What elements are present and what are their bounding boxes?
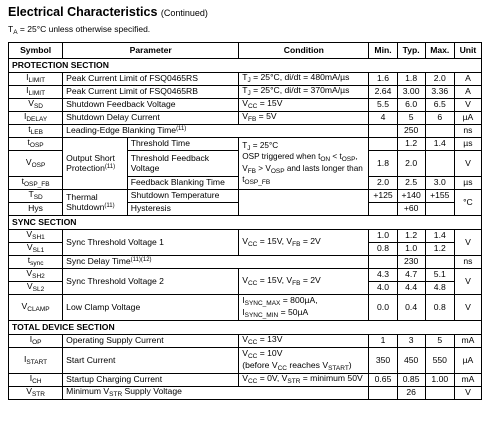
cell-unit: µA bbox=[454, 348, 481, 374]
cell-max: 5.1 bbox=[425, 269, 454, 282]
cell-max: 0.8 bbox=[425, 295, 454, 321]
cell-max: 5 bbox=[425, 335, 454, 348]
cell-unit: mA bbox=[454, 335, 481, 348]
header-condition: Condition bbox=[239, 43, 369, 59]
cell-typ: 1.8 bbox=[397, 73, 425, 86]
cell-parameter: Shutdown Delay Current bbox=[63, 112, 239, 125]
cell-parameter: Sync Threshold Voltage 2 bbox=[63, 269, 239, 295]
cell-unit: V bbox=[454, 387, 481, 400]
cell-symbol: $t_{sync}$ bbox=[9, 256, 63, 269]
cell-max bbox=[425, 151, 454, 177]
section-row bbox=[9, 59, 482, 73]
cell-min: 1.6 bbox=[369, 73, 397, 86]
header-parameter: Parameter bbox=[63, 43, 239, 59]
cell-symbol: $I_{OP}$ bbox=[9, 335, 63, 348]
cell-condition: $T_J = 25^\circ C$, di/dt = 370mA/µs bbox=[239, 86, 369, 99]
cell-unit: µs bbox=[454, 177, 481, 190]
cell-typ: 0.4 bbox=[397, 295, 425, 321]
cell-typ: 2.5 bbox=[397, 177, 425, 190]
cell-max: 550 bbox=[425, 348, 454, 374]
section-protection: PROTECTION SECTION bbox=[9, 59, 482, 73]
cell-group-thermal: Thermal Shutdown$^{(11)}$ bbox=[63, 190, 128, 216]
cell-max: +155 bbox=[425, 190, 454, 203]
cell-typ: +140 bbox=[397, 190, 425, 203]
cell-unit: mA bbox=[454, 374, 481, 387]
table-row bbox=[9, 125, 482, 138]
cell-parameter: Hysteresis bbox=[127, 203, 238, 216]
table-row bbox=[9, 73, 482, 86]
cell-min: 2.64 bbox=[369, 86, 397, 99]
cell-max: 3.0 bbox=[425, 177, 454, 190]
cell-symbol: $t_{OSP}$ bbox=[9, 138, 63, 151]
cell-condition: $V_{CC} = 15V$, $V_{FB} = 2V$ bbox=[239, 230, 369, 256]
section-device: TOTAL DEVICE SECTION bbox=[9, 321, 482, 335]
cell-unit: V bbox=[454, 295, 481, 321]
cell-symbol: $V_{CLAMP}$ bbox=[9, 295, 63, 321]
cell-unit: A bbox=[454, 73, 481, 86]
cell-unit: A bbox=[454, 86, 481, 99]
cell-symbol: $T_{SD}$ bbox=[9, 190, 63, 203]
cell-unit: V bbox=[454, 269, 481, 295]
cell-condition-osp: $T_J = 25^\circ C$ OSP triggered when $t_{ON} < t_{OSP}$, $V_{FB} > V_{OSP}$ and lasts longer than $t_{OSP\_FB}$ bbox=[239, 138, 369, 190]
title-note: (Continued) bbox=[160, 8, 208, 18]
table-row bbox=[9, 269, 482, 282]
cell-condition: $I_{SYNC\_MAX} = 800\mu A$, $I_{SYNC\_MIN} = 50\mu A$ bbox=[239, 295, 369, 321]
cell-typ: 3.00 bbox=[397, 86, 425, 99]
cell-typ: 450 bbox=[397, 348, 425, 374]
cell-min: 4.0 bbox=[369, 282, 397, 295]
cell-symbol: $I_{START}$ bbox=[9, 348, 63, 374]
cell-typ: 6.0 bbox=[397, 99, 425, 112]
cell-parameter: Start Current bbox=[63, 348, 239, 374]
cell-min: 0.65 bbox=[369, 374, 397, 387]
cell-min: +125 bbox=[369, 190, 397, 203]
cell-symbol: $V_{SH2}$ bbox=[9, 269, 63, 282]
section-row bbox=[9, 216, 482, 230]
cell-min bbox=[369, 387, 397, 400]
cell-symbol: $I_{LIMIT}$ bbox=[9, 86, 63, 99]
table-row bbox=[9, 295, 482, 321]
header-symbol: Symbol bbox=[9, 43, 63, 59]
cell-typ: 4.7 bbox=[397, 269, 425, 282]
table-row bbox=[9, 374, 482, 387]
cell-symbol: $V_{SH1}$ bbox=[9, 230, 63, 243]
cell-min: 5.5 bbox=[369, 99, 397, 112]
cell-condition: $V_{CC} = 15V$, $V_{FB} = 2V$ bbox=[239, 269, 369, 295]
cell-typ: 1.0 bbox=[397, 243, 425, 256]
conditions-note: $T_A = 25^\circ C$ unless otherwise specified. bbox=[8, 24, 151, 36]
cell-max bbox=[425, 387, 454, 400]
cell-max: 3.36 bbox=[425, 86, 454, 99]
table-row bbox=[9, 230, 482, 243]
header-max: Max. bbox=[425, 43, 454, 59]
cell-typ: 4.4 bbox=[397, 282, 425, 295]
cell-max: 6 bbox=[425, 112, 454, 125]
cell-parameter: Startup Charging Current bbox=[63, 374, 239, 387]
cell-parameter: Peak Current Limit of FSQ0465RB bbox=[63, 86, 239, 99]
cell-max: 2.0 bbox=[425, 73, 454, 86]
cell-max bbox=[425, 203, 454, 216]
cell-max bbox=[425, 125, 454, 138]
cell-min: 4 bbox=[369, 112, 397, 125]
cell-parameter: Sync Threshold Voltage 1 bbox=[63, 230, 239, 256]
cell-typ: 3 bbox=[397, 335, 425, 348]
cell-parameter: Shutdown Feedback Voltage bbox=[63, 99, 239, 112]
cell-unit: µA bbox=[454, 112, 481, 125]
cell-symbol: $V_{OSP}$ bbox=[9, 151, 63, 177]
table-row bbox=[9, 256, 482, 269]
cell-unit: ns bbox=[454, 125, 481, 138]
table-row bbox=[9, 99, 482, 112]
header-min: Min. bbox=[369, 43, 397, 59]
cell-min bbox=[369, 256, 397, 269]
cell-condition bbox=[239, 190, 369, 216]
cell-max: 6.5 bbox=[425, 99, 454, 112]
cell-symbol: $V_{SL1}$ bbox=[9, 243, 63, 256]
cell-unit: V bbox=[454, 151, 481, 177]
cell-symbol: $V_{SL2}$ bbox=[9, 282, 63, 295]
cell-max: 4.8 bbox=[425, 282, 454, 295]
cell-typ: 5 bbox=[397, 112, 425, 125]
cell-group-osp: Output Short Protection$^{(11)}$ bbox=[63, 138, 128, 190]
section-sync: SYNC SECTION bbox=[9, 216, 482, 230]
table-row bbox=[9, 138, 482, 151]
cell-unit: V bbox=[454, 230, 481, 256]
table-row bbox=[9, 86, 482, 99]
cell-unit: ns bbox=[454, 256, 481, 269]
cell-min: 350 bbox=[369, 348, 397, 374]
cell-max: 1.4 bbox=[425, 138, 454, 151]
cell-condition: $V_{CC} = 10V$ (before $V_{CC}$ reaches $V_{START}$) bbox=[239, 348, 369, 374]
cell-parameter: Peak Current Limit of FSQ0465RS bbox=[63, 73, 239, 86]
cell-min bbox=[369, 203, 397, 216]
cell-typ: 26 bbox=[397, 387, 425, 400]
cell-min: 1.8 bbox=[369, 151, 397, 177]
cell-min bbox=[369, 138, 397, 151]
cell-max: 1.4 bbox=[425, 230, 454, 243]
cell-min: 4.3 bbox=[369, 269, 397, 282]
cell-condition: $V_{CC} = 13V$ bbox=[239, 335, 369, 348]
header-unit: Unit bbox=[454, 43, 481, 59]
cell-unit: µs bbox=[454, 138, 481, 151]
cell-symbol: $I_{LIMIT}$ bbox=[9, 73, 63, 86]
cell-typ: 2.0 bbox=[397, 151, 425, 177]
table-row bbox=[9, 190, 482, 203]
cell-typ: 1.2 bbox=[397, 138, 425, 151]
cell-unit: V bbox=[454, 99, 481, 112]
cell-min: 1.0 bbox=[369, 230, 397, 243]
cell-condition: $V_{CC} = 0V$, $V_{STR}$ = minimum 50V bbox=[239, 374, 369, 387]
electrical-characteristics-table bbox=[8, 42, 482, 400]
cell-condition: $V_{CC} = 15V$ bbox=[239, 99, 369, 112]
cell-typ: +60 bbox=[397, 203, 425, 216]
cell-symbol: $I_{CH}$ bbox=[9, 374, 63, 387]
cell-parameter: Feedback Blanking Time bbox=[127, 177, 238, 190]
table-row bbox=[9, 335, 482, 348]
page-title bbox=[8, 5, 208, 19]
cell-parameter: Threshold Feedback Voltage bbox=[127, 151, 238, 177]
cell-condition: $V_{FB} = 5V$ bbox=[239, 112, 369, 125]
cell-typ: 1.2 bbox=[397, 230, 425, 243]
cell-typ: 230 bbox=[397, 256, 425, 269]
title-main: Electrical Characteristics bbox=[8, 5, 158, 19]
cell-parameter: Sync Delay Time$^{(11)(12)}$ bbox=[63, 256, 369, 269]
cell-max bbox=[425, 256, 454, 269]
header-typ: Typ. bbox=[397, 43, 425, 59]
cell-min: 1 bbox=[369, 335, 397, 348]
cell-min: 0.8 bbox=[369, 243, 397, 256]
cell-min: 0.0 bbox=[369, 295, 397, 321]
cell-symbol: $t_{OSP\_FB}$ bbox=[9, 177, 63, 190]
cell-min bbox=[369, 125, 397, 138]
cell-symbol: $V_{STR}$ bbox=[9, 387, 63, 400]
table-row bbox=[9, 387, 482, 400]
cell-parameter: Minimum $V_{STR}$ Supply Voltage bbox=[63, 387, 369, 400]
cell-parameter: Shutdown Temperature bbox=[127, 190, 238, 203]
cell-typ: 0.85 bbox=[397, 374, 425, 387]
cell-parameter: Threshold Time bbox=[127, 138, 238, 151]
cell-min: 2.0 bbox=[369, 177, 397, 190]
cell-condition: $T_J = 25^\circ C$, di/dt = 480mA/µs bbox=[239, 73, 369, 86]
table-row bbox=[9, 348, 482, 374]
cell-typ: 250 bbox=[397, 125, 425, 138]
cell-parameter: Operating Supply Current bbox=[63, 335, 239, 348]
cell-unit: °C bbox=[454, 190, 481, 216]
cell-symbol: $I_{DELAY}$ bbox=[9, 112, 63, 125]
cell-parameter: Low Clamp Voltage bbox=[63, 295, 239, 321]
cell-symbol: $V_{SD}$ bbox=[9, 99, 63, 112]
section-row bbox=[9, 321, 482, 335]
cell-parameter: Leading-Edge Blanking Time$^{(11)}$ bbox=[63, 125, 369, 138]
header-row bbox=[9, 43, 482, 59]
cell-max: 1.2 bbox=[425, 243, 454, 256]
table-row bbox=[9, 112, 482, 125]
cell-symbol: Hys bbox=[9, 203, 63, 216]
cell-symbol: $t_{LEB}$ bbox=[9, 125, 63, 138]
cell-max: 1.00 bbox=[425, 374, 454, 387]
